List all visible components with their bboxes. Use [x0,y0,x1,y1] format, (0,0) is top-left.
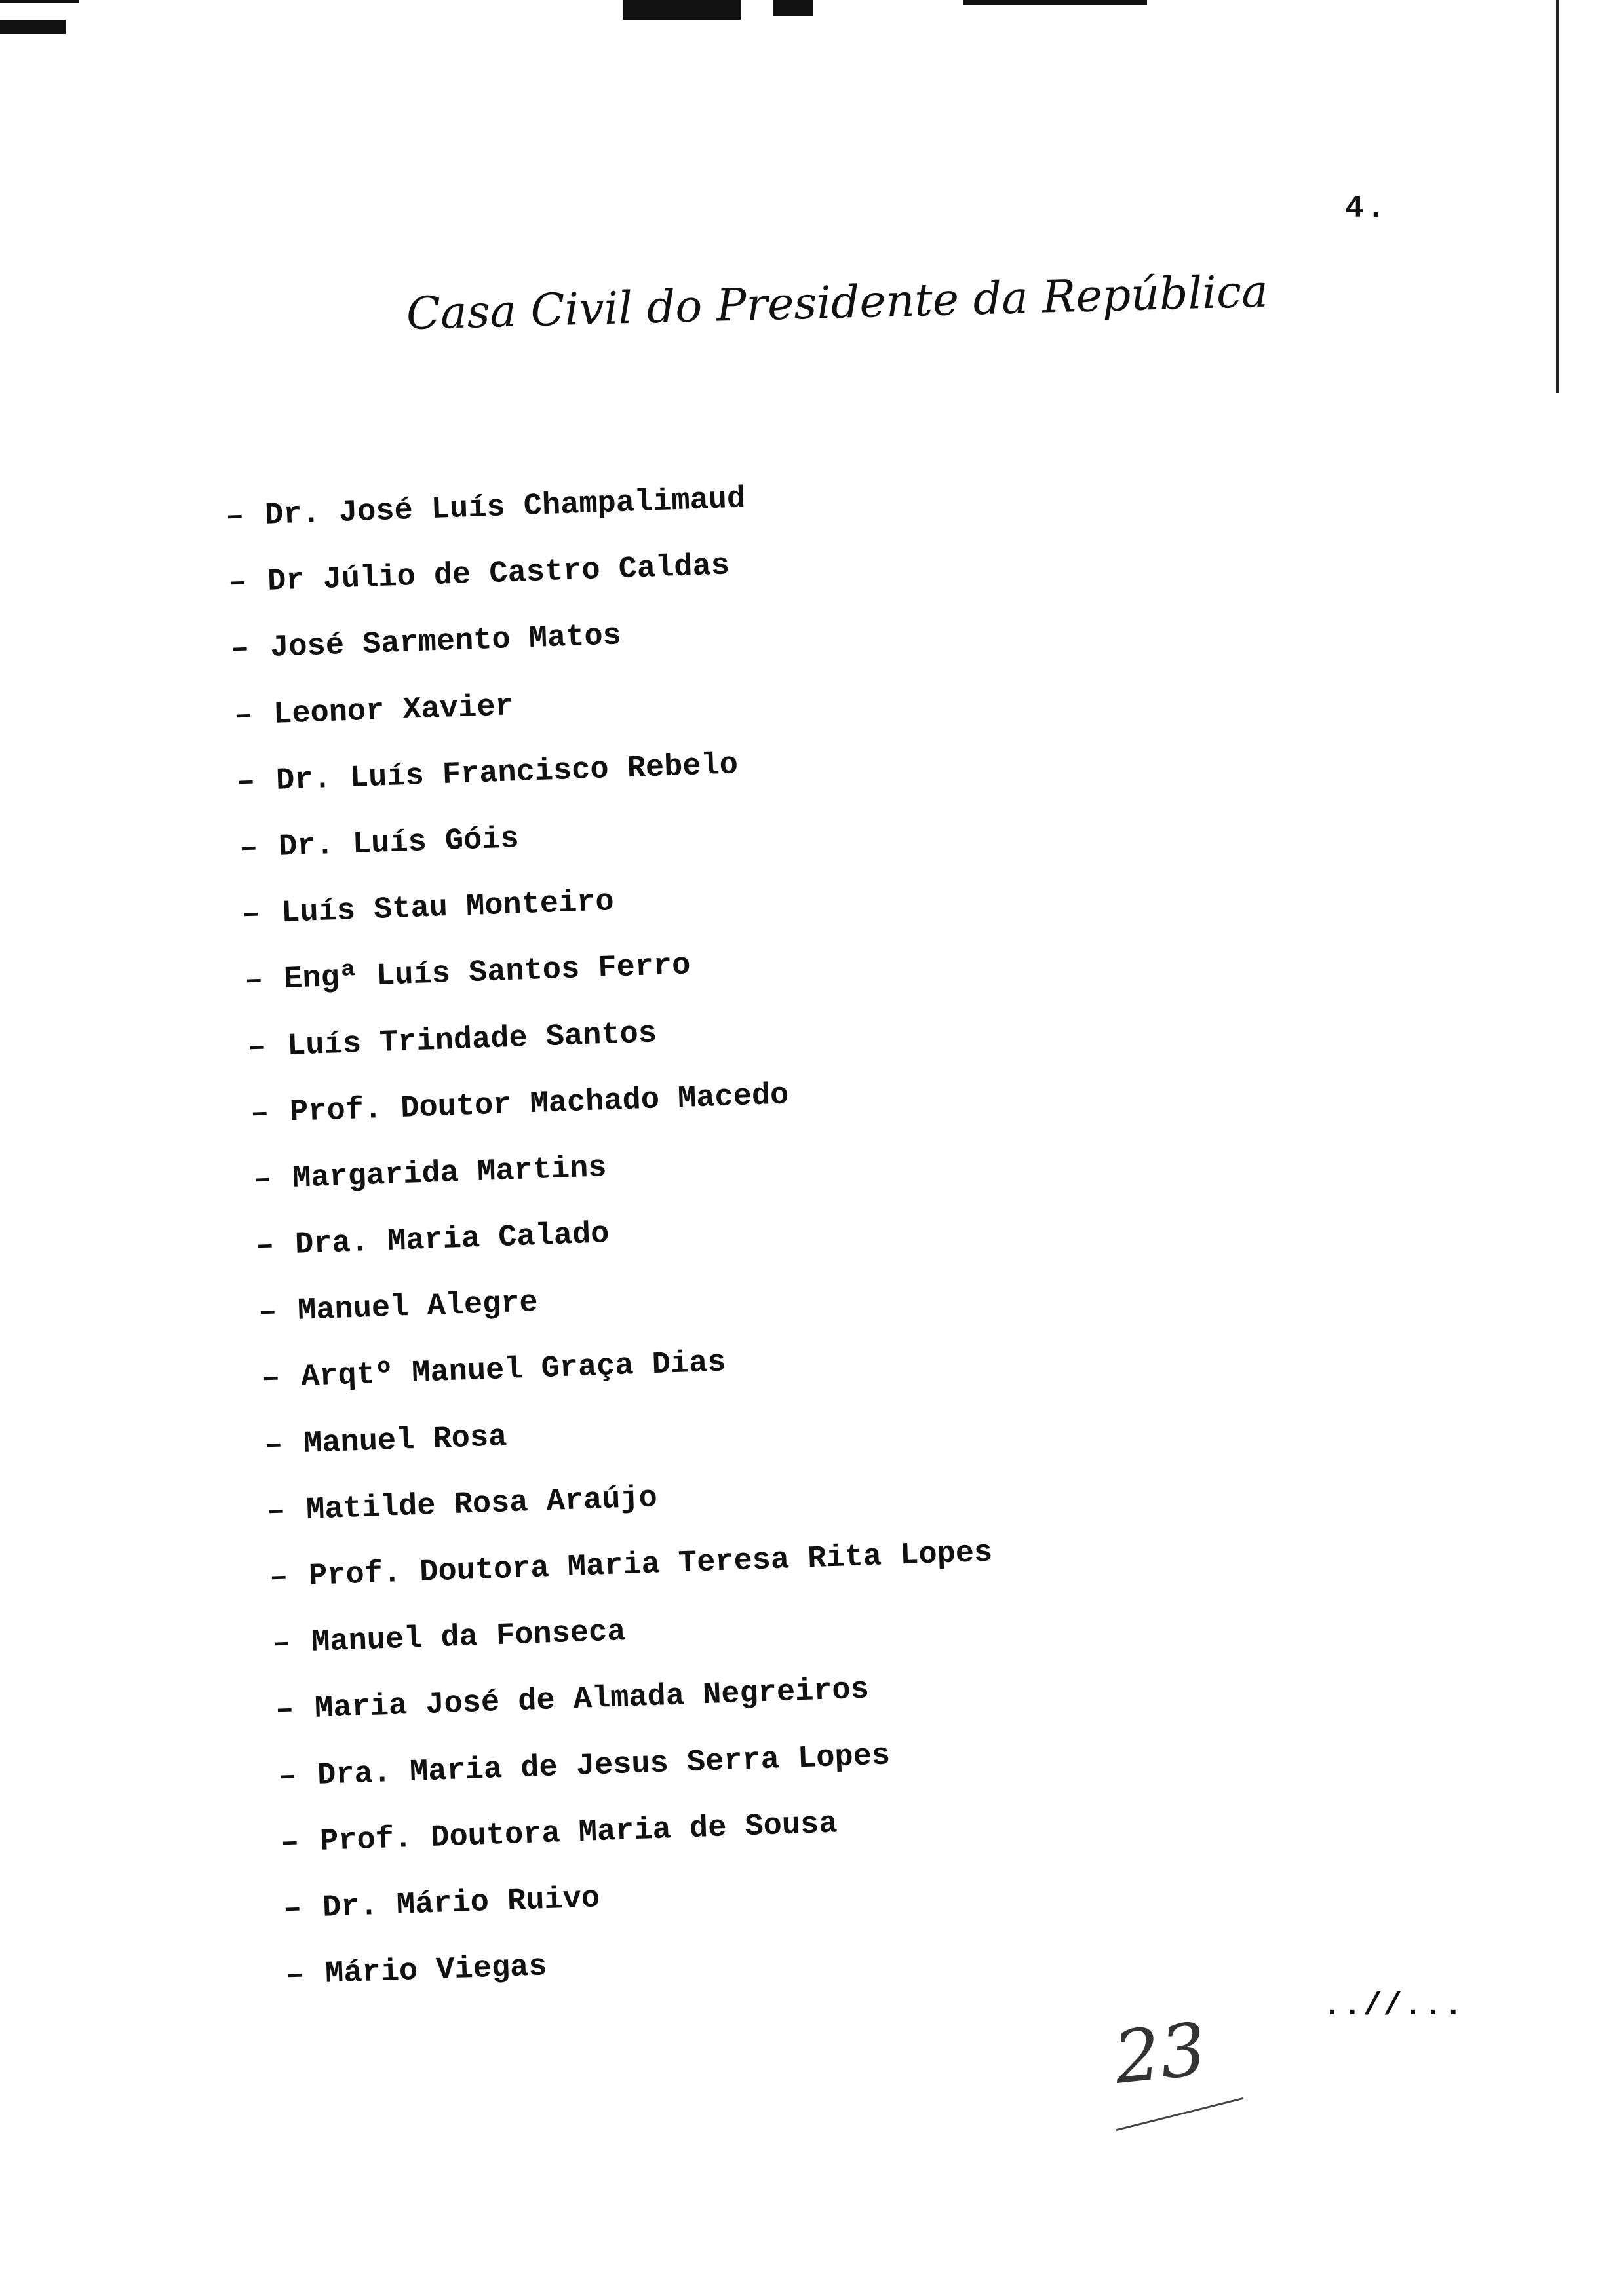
list-dash: – [258,1295,278,1331]
list-item-name: Margarida Martins [292,1151,608,1196]
list-item-name: Dr. Mário Ruivo [322,1881,601,1926]
list-item-name: Prof. Doutora Maria Teresa Rita Lopes [308,1535,994,1594]
handwritten-number: 23 [1110,2007,1211,2100]
list-item-name: Mário Viegas [324,1949,548,1993]
list-item-name: Luís Trindade Santos [286,1016,657,1064]
list-item-name: Prof. Doutor Machado Macedo [289,1078,790,1130]
scan-artifact [773,0,813,16]
scan-artifact [623,0,741,20]
list-dash: – [255,1229,275,1265]
handwritten-underline [1116,2097,1244,2131]
list-dash: – [280,1825,300,1861]
list-item-name: Manuel da Fonseca [311,1615,627,1661]
name-list [225,482,994,2023]
list-dash: – [277,1759,298,1795]
list-item-name: José Sarmento Matos [269,619,623,666]
list-dash: – [266,1493,286,1529]
list-item-name: Luís Stau Monteiro [281,885,615,932]
list-dash: – [241,897,262,933]
list-dash: – [233,698,253,734]
list-item-name: Manuel Rosa [303,1419,508,1462]
list-dash: – [239,830,259,866]
continuation-mark: ..//... [1323,1989,1464,2024]
letterhead: Casa Civil do Presidente da República [405,265,1269,340]
list-dash: – [274,1693,294,1729]
list-item-name: Matilde Rosa Araújo [305,1481,658,1528]
list-dash: – [230,632,250,668]
list-item-name: Dr. José Luís Champalimaud [264,482,747,533]
list-dash: – [227,565,248,602]
list-item-name: Leonor Xavier [272,689,515,733]
list-item-name: Dr Júlio de Castro Caldas [267,548,731,600]
list-item-name: Dra. Maria de Jesus Serra Lopes [317,1738,891,1793]
list-item-name: Dr. Luís Góis [278,822,520,865]
page-number: 4. [1345,191,1388,227]
list-item-name: Manuel Alegre [297,1286,539,1330]
list-item-name: Arqtº Manuel Graça Dias [300,1345,727,1396]
list-dash: – [250,1096,270,1132]
scan-artifact [0,20,66,34]
list-dash: – [252,1162,273,1198]
list-dash: – [282,1891,303,1927]
list-dash: – [269,1560,289,1596]
list-dash: – [263,1427,284,1463]
list-dash: – [244,963,264,999]
list-item-name: Maria José de Almada Negreiros [313,1672,870,1727]
list-item-name: Prof. Doutora Maria de Sousa [319,1807,838,1860]
list-dash: – [236,764,256,800]
page-edge-line [1556,0,1559,393]
list-dash: – [260,1361,281,1397]
list-item-name: Engª Luís Santos Ferro [283,948,691,998]
scan-artifact [0,0,79,3]
list-dash: – [225,499,245,535]
list-item-name: Dr. Luís Francisco Rebelo [275,748,739,799]
list-dash: – [271,1626,292,1662]
list-dash: – [285,1958,305,1994]
list-item-name: Dra. Maria Calado [294,1217,610,1263]
scan-artifact [963,0,1147,5]
list-dash: – [246,1029,267,1065]
